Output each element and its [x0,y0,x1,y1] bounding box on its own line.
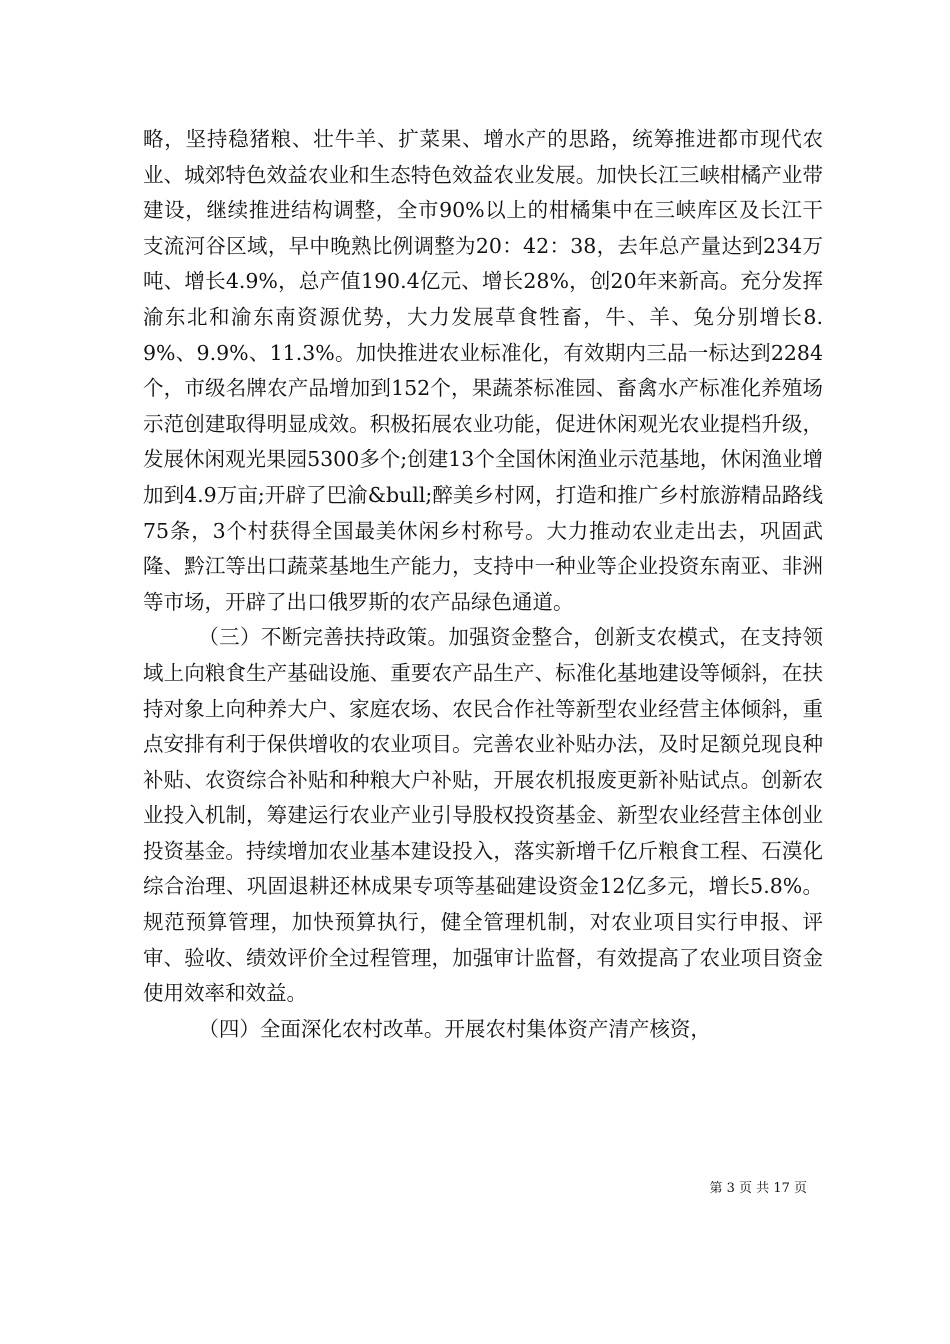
paragraph-support-policy: （三）不断完善扶持政策。加强资金整合，创新支农模式，在支持领域上向粮食生产基础设施、重要农产品生产、标准化基地建设等倾斜，在扶持对象上向种养大户、家庭农场、农民合作社等新型农业经营主体倾斜，重点安排有利于保供增收的农业项目。完善农业补贴办法，及时足额兑现良种补贴、农资综合补贴和种粮大户补贴，开展农机报废更新补贴试点。创新农业投入机制，筹建运行农业产业引导股权投资基金、新型农业经营主体创业投资基金。持续增加农业基本建设投入，落实新增千亿斤粮食工程、石漠化综合治理、巩固退耕还林成果专项等基础建设资金12亿多元，增长5.8%。规范预算管理，加快预算执行，健全管理机制，对农业项目实行申报、评审、验收、绩效评价全过程管理，加强审计监督，有效提高了农业项目资金使用效率和效益。 [143,625,823,1006]
paragraph-agriculture-structure: 略，坚持稳猪粮、壮牛羊、扩菜果、增水产的思路，统筹推进都市现代农业、城郊特色效益农业和生态特色效益农业发展。加快长江三峡柑橘产业带建设，继续推进结构调整，全市90%以上的柑橘集中在三峡库区及长江干支流河谷区域，早中晚熟比例调整为20：42：38，去年总产量达到234万吨、增长4.9%，总产值190.4亿元、增长28%，创20年来新高。充分发挥渝东北和渝东南资源优势，大力发展草食牲畜，牛、羊、兔分别增长8.9%、9.9%、11.3%。加快推进农业标准化，有效期内三品一标达到2284个，市级名牌农产品增加到152个，果蔬茶标准园、畜禽水产标准化养殖场示范创建取得明显成效。积极拓展农业功能，促进休闲观光农业提档升级，发展休闲观光果园5300多个;创建13个全国休闲渔业示范基地，休闲渔业增加到4.9万亩;开辟了巴渝&bull;醉美乡村网，打造和推广乡村旅游精品路线75条，3个村获得全国最美休闲乡村称号。大力推动农业走出去，巩固武隆、黔江等出口蔬菜基地生产能力，支持中一种业等企业投资东南亚、非洲等市场，开辟了出口俄罗斯的农产品绿色通道。 [143,127,823,614]
paragraph-rural-reform: （四）全面深化农村改革。开展农村集体资产清产核资， [198,1016,711,1041]
page-number-footer: 第 3 页 共 17 页 [709,1181,807,1196]
body-text [143,122,823,1047]
